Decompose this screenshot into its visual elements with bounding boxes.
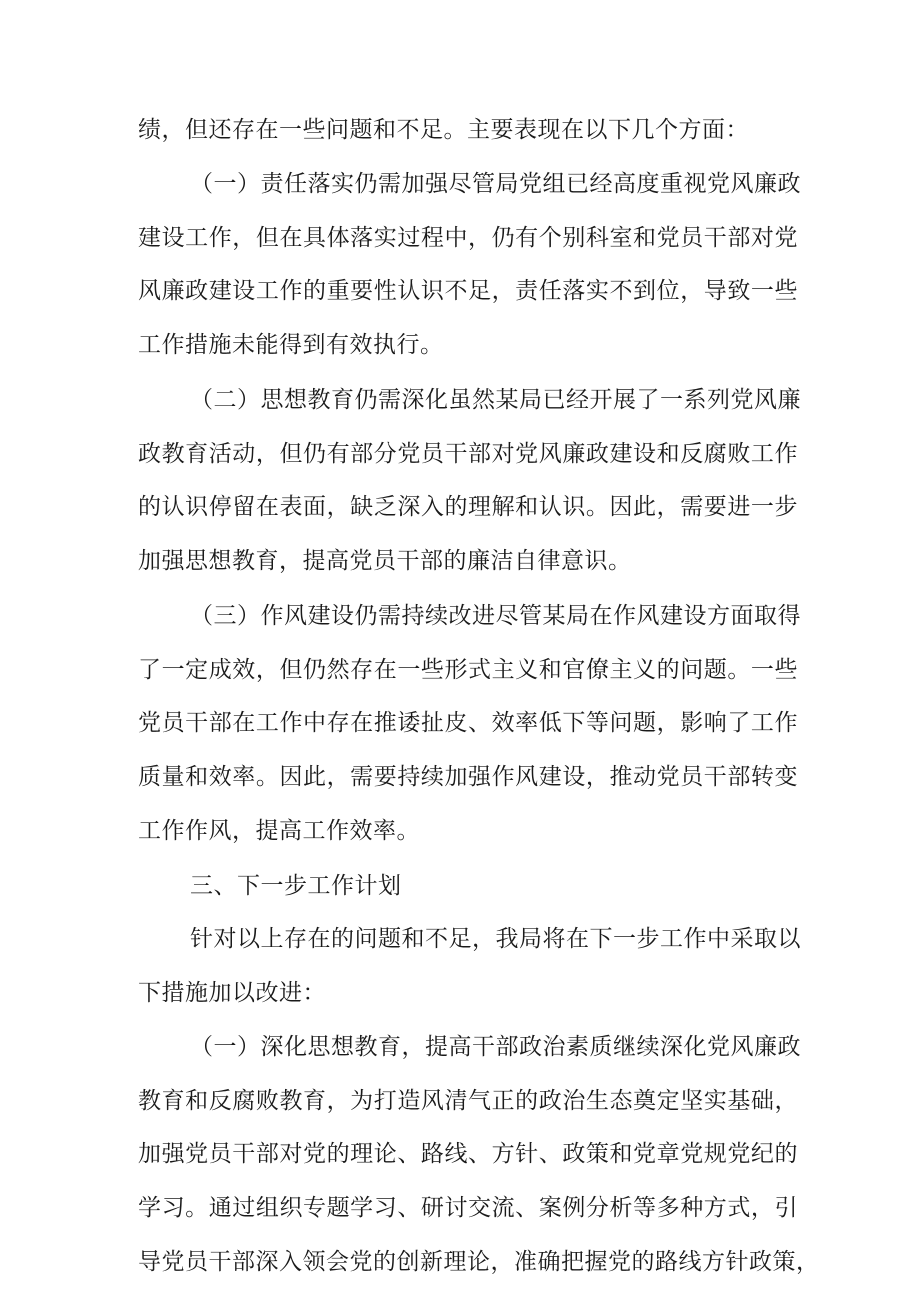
paragraph-line: 党员干部在工作中存在推诿扯皮、效率低下等问题，影响了工作: [138, 710, 798, 736]
paragraph-line: 针对以上存在的问题和不足，我局将在下一步工作中采取以: [190, 926, 801, 952]
paragraph-line: 风廉政建设工作的重要性认识不足，责任落实不到位，导致一些: [138, 278, 798, 304]
paragraph-line: 质量和效率。因此，需要持续加强作风建设，推动党员干部转变: [138, 764, 798, 790]
paragraph-line: 了一定成效，但仍然存在一些形式主义和官僚主义的问题。一些: [138, 657, 798, 683]
paragraph-line: 下措施加以改进：: [138, 980, 326, 1006]
paragraph-line: （三）作风建设仍需持续改进尽管某局在作风建设方面取得: [190, 603, 801, 629]
paragraph-line: 导党员干部深入领会党的创新理论，准确把握党的路线方针政策，: [138, 1249, 820, 1275]
paragraph-line: （一）深化思想教育，提高干部政治素质继续深化党风廉政: [190, 1034, 801, 1060]
paragraph-line: 绩，但还存在一些问题和不足。主要表现在以下几个方面：: [138, 117, 749, 143]
paragraph-line: （一）责任落实仍需加强尽管局党组已经高度重视党风廉政: [190, 171, 801, 197]
paragraph-line: 加强党员干部对党的理论、路线、方针、政策和党章党规党纪的: [138, 1141, 798, 1167]
paragraph-line: 工作措施未能得到有效执行。: [138, 332, 444, 358]
paragraph-line: 加强思想教育，提高党员干部的廉洁自律意识。: [138, 548, 632, 574]
paragraph-line: 政教育活动，但仍有部分党员干部对党风廉政建设和反腐败工作: [138, 441, 798, 467]
paragraph-line: 学习。通过组织专题学习、研讨交流、案例分析等多种方式，引: [138, 1195, 798, 1221]
paragraph-line: 教育和反腐败教育，为打造风清气正的政治生态奠定坚实基础，: [138, 1088, 798, 1114]
paragraph-line: 的认识停留在表面，缺乏深入的理解和认识。因此，需要进一步: [138, 494, 798, 520]
paragraph-line: 工作作风，提高工作效率。: [138, 818, 420, 844]
paragraph-line: 建设工作，但在具体落实过程中，仍有个别科室和党员干部对党: [138, 225, 798, 251]
section-heading: 三、下一步工作计划: [190, 873, 402, 899]
paragraph-line: （二）思想教育仍需深化虽然某局已经开展了一系列党风廉: [190, 387, 801, 413]
